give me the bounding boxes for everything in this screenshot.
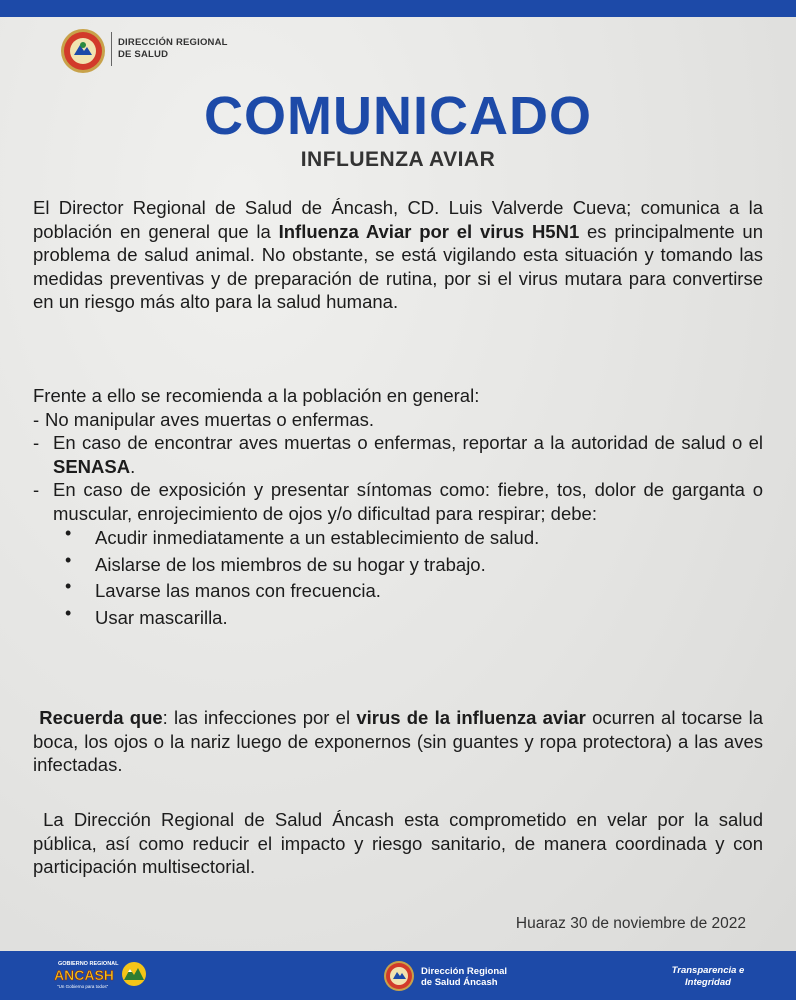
- footer-mid-line2: de Salud Áncash: [421, 977, 498, 988]
- gobierno-regional-ancash-logo: [30, 956, 148, 996]
- recommendation-item-2: [33, 431, 763, 478]
- paragraph-commitment-text: La Dirección Regional de Salud Áncash esta comprometido en velar por la salud pública, así como reducir el impacto y riesgo sanitario, de manera coordinada y con participación multisectorial.: [33, 809, 764, 877]
- footer-mid-line1: Dirección Regional: [421, 966, 508, 977]
- recommendation-item-1-text: No manipular aves muertas o enfermas.: [45, 408, 375, 430]
- recommendation-item-2-bold: SENASA: [53, 455, 131, 477]
- bullet-marker: •: [65, 523, 72, 543]
- paragraph-intro-text-b: es principalmente un problema de salud animal. No obstante, se está vigilando esta situación y tomando las medidas preventivas y de preparación de rutina, por si el virus mutara para convertirse en un riesgo más alto para la salud humana.: [33, 220, 763, 312]
- footer-gob-line2: ANCASH: [54, 967, 114, 983]
- footer-diresa-name: [421, 966, 507, 988]
- paragraph-intro-text-a: El Director Regional de Salud de Áncash, CD. Luis Valverde Cueva; comunica a la población en general que la: [33, 197, 763, 242]
- diresa-seal-icon: [60, 28, 106, 74]
- dash-marker: -: [33, 408, 40, 430]
- paragraph-reminder-bold-a: Recuerda que: [39, 707, 163, 728]
- paragraph-reminder-bold-b: virus de la influenza aviar: [356, 707, 586, 728]
- list-item-text: Acudir inmediatamente a un establecimiento de salud.: [95, 527, 540, 548]
- footer-gob-line1: GOBIERNO REGIONAL: [58, 961, 119, 967]
- header-org-line2: DE SALUD: [118, 49, 169, 60]
- recommendation-item-3: [33, 478, 763, 525]
- bullet-marker: •: [65, 576, 72, 596]
- recommendation-item-2-end: .: [130, 455, 136, 477]
- bullet-marker: •: [65, 549, 72, 570]
- paragraph-reminder-text-a: : las infecciones por el: [162, 707, 357, 728]
- footer-right-line1: Transparencia e: [671, 965, 745, 976]
- symptom-actions-list: [33, 525, 763, 631]
- page-subtitle: INFLUENZA AVIAR: [300, 148, 496, 171]
- top-bar: [0, 0, 796, 17]
- list-item-text: Lavarse las manos con frecuencia.: [95, 580, 381, 601]
- diresa-seal-icon: [383, 960, 415, 992]
- paragraph-intro-bold: Influenza Aviar por el virus H5N1: [278, 220, 580, 242]
- list-item: [33, 549, 763, 579]
- list-item-text: Usar mascarilla.: [95, 606, 228, 628]
- paragraph-intro: [33, 196, 763, 314]
- recommendation-item-3-text: En caso de exposición y presentar síntomas como: fiebre, tos, dolor de garganta o muscular, enrojecimiento de ojos y/o dificultad para respirar; debe:: [53, 479, 763, 524]
- footer-gob-tagline: "Un Gobierno para todos": [57, 984, 109, 989]
- dash-marker: -: [33, 432, 40, 453]
- footer-right-line2: Integridad: [685, 977, 731, 988]
- header-org-line1: DIRECCIÓN REGIONAL: [118, 37, 228, 48]
- recommendations-section: [33, 384, 763, 631]
- footer-transparency: [668, 965, 748, 989]
- bullet-marker: •: [65, 602, 72, 623]
- paragraph-commitment: [33, 808, 763, 879]
- list-item: [33, 525, 763, 552]
- list-item: [33, 602, 763, 632]
- recommendations-intro: Frente a ello se recomienda a la población en general:: [33, 385, 480, 406]
- list-item: [33, 578, 763, 605]
- recommendation-item-1: [33, 408, 763, 432]
- list-item-text: Aislarse de los miembros de su hogar y trabajo.: [95, 553, 486, 575]
- page-title: COMUNICADO: [204, 86, 592, 146]
- recommendation-item-2-text: En caso de encontrar aves muertas o enfermas, reportar a la autoridad de salud o el: [53, 432, 763, 453]
- paragraph-reminder: [33, 706, 763, 777]
- header-org-name: [118, 37, 228, 61]
- dash-marker: -: [33, 479, 40, 500]
- paragraph-reminder-text-b: ocurren al tocarse la boca, los ojos o la nariz luego de exponernos (sin guantes y ropa protectora) a las aves infectadas.: [33, 707, 763, 775]
- date-line: Huaraz 30 de noviembre de 2022: [515, 915, 746, 932]
- header-separator: [111, 32, 112, 66]
